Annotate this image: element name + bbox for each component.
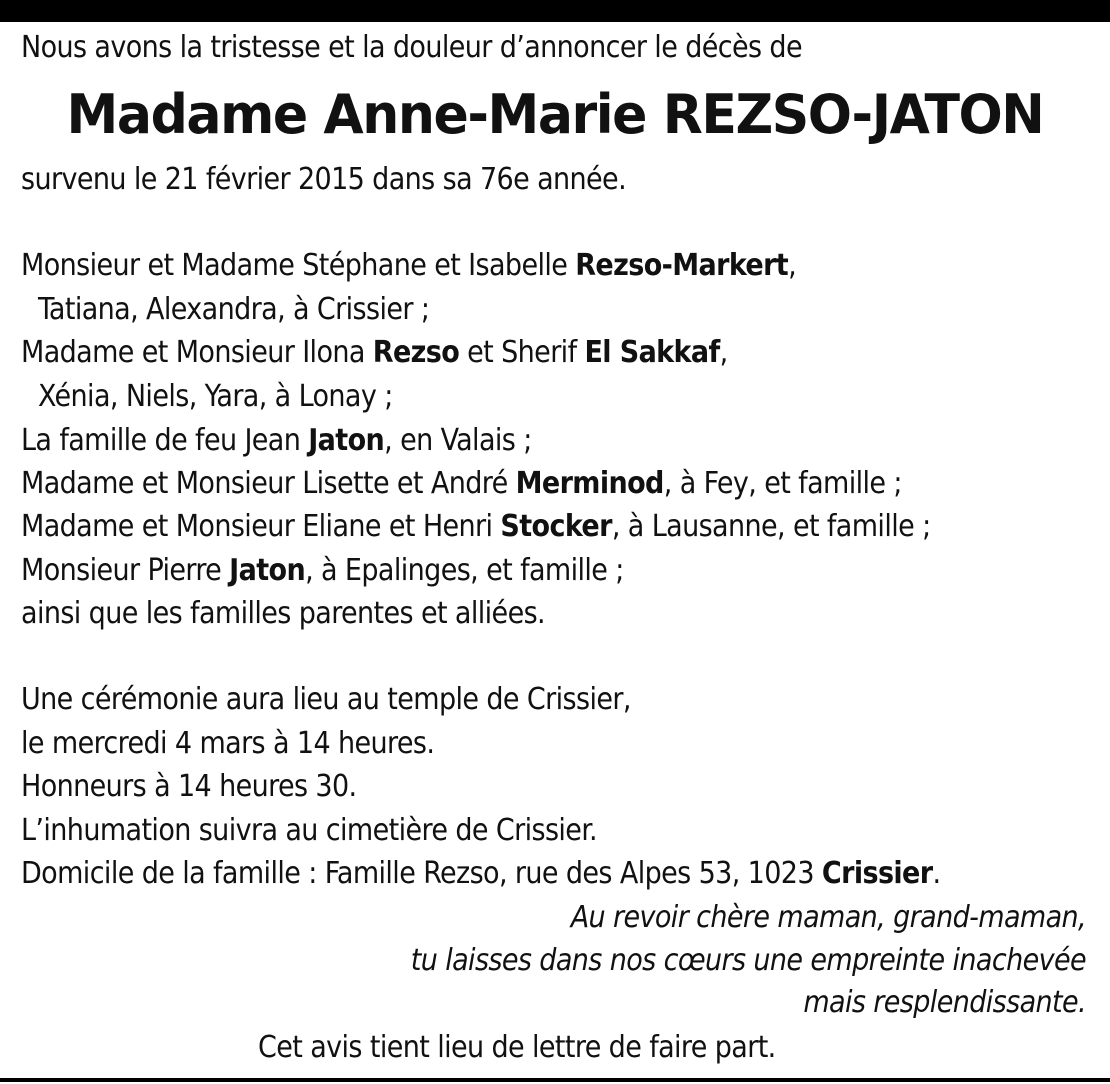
family-line	[38, 379, 393, 415]
family-line	[21, 596, 545, 632]
family-surname: Rezso	[372, 335, 460, 370]
family-line-text: La famille de feu Jean	[21, 423, 309, 458]
family-line	[38, 292, 429, 328]
death-date-line: survenu le 21 février 2015 dans sa 76e année.	[21, 162, 627, 197]
family-line-text: Monsieur et Madame Stéphane et Isabelle	[21, 248, 576, 283]
bottom-border-rule	[0, 1078, 1110, 1082]
family-line-text: , en Valais ;	[384, 423, 532, 458]
family-line	[21, 423, 532, 459]
family-surname: Stocker	[500, 509, 612, 544]
family-surname: Jaton	[229, 553, 306, 588]
family-line-text: , à Fey, et famille ;	[663, 466, 902, 501]
family-line-text: et Sherif	[459, 335, 585, 370]
family-line	[21, 509, 931, 545]
top-border-rule	[0, 0, 1110, 22]
farewell-quote-line: tu laisses dans nos cœurs une empreinte inachevée	[410, 943, 1086, 978]
ceremony-line: L’inhumation suivra au cimetière de Crissier.	[21, 813, 598, 848]
ceremony-line: Honneurs à 14 heures 30.	[21, 769, 357, 804]
family-line-text: Tatiana, Alexandra, à Crissier ;	[38, 292, 430, 327]
family-line	[21, 553, 624, 589]
family-line-text: ,	[788, 248, 797, 283]
family-line-text: ,	[719, 335, 728, 370]
family-line	[21, 248, 796, 284]
ceremony-line: le mercredi 4 mars à 14 heures.	[21, 726, 435, 761]
deceased-name: Madame Anne-Marie REZSO-JATON	[66, 83, 1044, 146]
domicile-town: Crissier	[821, 856, 933, 891]
family-line	[21, 335, 728, 371]
family-line-text: Monsieur Pierre	[21, 553, 230, 588]
family-surname: El Sakkaf	[584, 335, 720, 370]
family-surname: Jaton	[308, 423, 385, 458]
intro-line: Nous avons la tristesse et la douleur d’annoncer le décès de	[21, 30, 802, 65]
family-line	[21, 466, 902, 502]
family-line-text: ainsi que les familles parentes et alliées.	[21, 596, 546, 631]
farewell-quote-line: mais resplendissante.	[803, 985, 1086, 1020]
farewell-quote-line: Au revoir chère maman, grand-maman,	[570, 900, 1086, 935]
family-surname: Merminod	[515, 466, 664, 501]
family-line-text: , à Epalinges, et famille ;	[305, 553, 624, 588]
family-line-text: Madame et Monsieur Lisette et André	[21, 466, 516, 501]
family-line-text: Xénia, Niels, Yara, à Lonay ;	[38, 379, 393, 414]
domicile-text: .	[932, 856, 941, 891]
family-line-text: , à Lausanne, et famille ;	[611, 509, 931, 544]
domicile-text: Domicile de la famille : Famille Rezso, rue des Alpes 53, 1023	[21, 856, 822, 891]
family-surname: Rezso-Markert	[575, 248, 789, 283]
family-line-text: Madame et Monsieur Ilona	[21, 335, 373, 370]
closing-line: Cet avis tient lieu de lettre de faire part.	[258, 1030, 776, 1065]
family-line-text: Madame et Monsieur Eliane et Henri	[21, 509, 501, 544]
domicile-line	[21, 856, 940, 892]
ceremony-line: Une cérémonie aura lieu au temple de Crissier,	[21, 682, 631, 717]
